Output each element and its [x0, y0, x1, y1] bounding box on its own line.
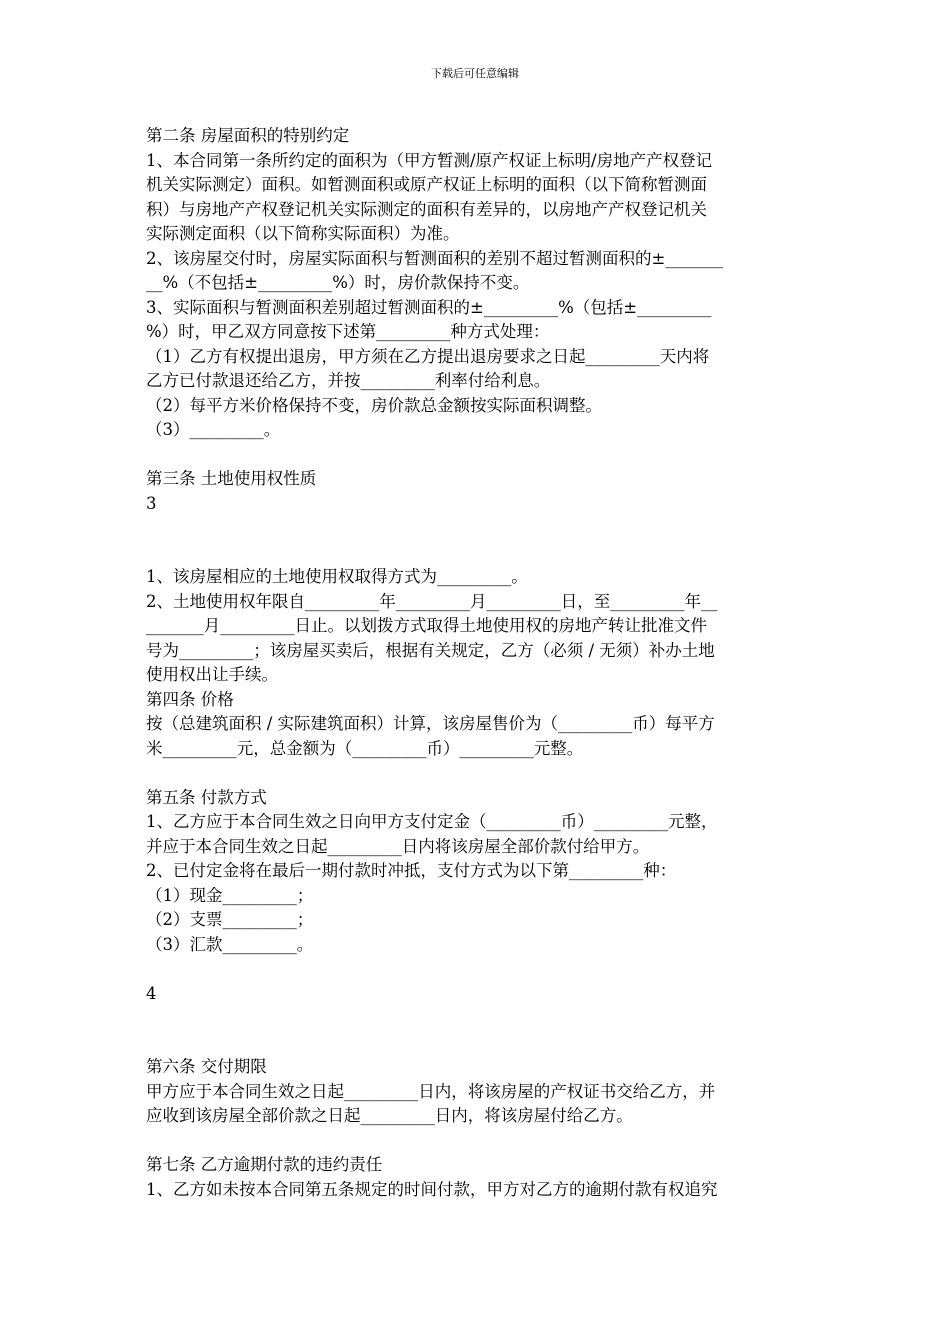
text-line: __%（不包括±_________%）时，房价款保持不变。	[146, 273, 530, 292]
blank-line	[146, 443, 808, 468]
section-3-heading: 第三条 土地使用权性质	[146, 469, 317, 488]
section-7-heading: 第七条 乙方逾期付款的违约责任	[146, 1155, 383, 1174]
section-5-heading: 第五条 付款方式	[146, 787, 267, 807]
page-break-gap	[146, 1006, 808, 1055]
download-editable-note: 下载后可任意编辑	[431, 67, 519, 80]
text-line: 甲方应于本合同生效之日起_________日内，将该房屋的产权证书交给乙方，并	[146, 1081, 716, 1101]
text-line: 实际测定面积（以下简称实际面积）为准。	[146, 224, 460, 243]
text-line: %）时，甲乙双方同意按下述第_________种方式处理：	[146, 322, 550, 341]
text-line: （3）_________。	[146, 420, 281, 439]
text-line: 应收到该房屋全部价款之日起_________日内，将该房屋付给乙方。	[146, 1106, 633, 1125]
section-4-heading: 第四条 价格	[146, 689, 234, 709]
blank-line	[146, 1129, 808, 1154]
text-line: （3）汇款_________。	[146, 934, 314, 954]
section-6-heading: 第六条 交付期限	[146, 1057, 267, 1076]
text-line: 使用权出让手续。	[146, 665, 278, 684]
text-line: 2、已付定金将在最后一期付款时冲抵，支付方式为以下第_________种：	[146, 861, 677, 880]
text-line: （1）现金_________；	[146, 885, 314, 905]
page-break-gap	[146, 516, 808, 565]
text-line: 米_________元，总金额为（_________币）_________元整。	[146, 738, 584, 758]
text-line: _______月_________日止。以划拨方式取得土地使用权的房地产转让批准文件	[146, 616, 707, 635]
text-line: 1、该房屋相应的土地使用权取得方式为_________。	[146, 567, 528, 586]
section-2-heading: 第二条 房屋面积的特别约定	[146, 126, 350, 145]
contract-body	[146, 124, 808, 1202]
text-line: 3、实际面积与暂测面积差别超过暂测面积的±_________%（包括±_________	[146, 297, 712, 317]
text-line: 1、乙方如未按本合同第五条规定的时间付款，甲方对乙方的逾期付款有权追究	[146, 1179, 718, 1199]
text-line: 乙方已付款退还给乙方，并按_________利率付给利息。	[146, 371, 551, 390]
text-line: （2）每平方米价格保持不变，房价款总金额按实际面积调整。	[146, 395, 602, 415]
page-number: 3	[146, 493, 157, 513]
text-line: 号为_________；该房屋买卖后，根据有关规定，乙方（必须 / 无须）补办土地	[146, 640, 715, 660]
text-line: 1、本合同第一条所约定的面积为（甲方暂测/原产权证上标明/房地产产权登记	[146, 150, 713, 170]
text-line: 积）与房地产产权登记机关实际测定的面积有差异的，以房地产产权登记机关	[146, 199, 707, 219]
text-line: （1）乙方有权提出退房，甲方须在乙方提出退房要求之日起_________天内将	[146, 346, 710, 366]
text-line: 并应于本合同生效之日起_________日内将该房屋全部价款付给甲方。	[146, 836, 650, 856]
blank-line	[146, 761, 808, 786]
text-line: 2、土地使用权年限自_________年_________月_________日，至_________年__	[146, 591, 718, 611]
page-number: 4	[146, 983, 157, 1003]
text-line: （2）支票_________；	[146, 910, 314, 929]
blank-line	[146, 957, 808, 982]
text-line: 按（总建筑面积 / 实际建筑面积）计算，该房屋售价为（_________币）每平方	[146, 714, 715, 733]
text-line: 机关实际测定）面积。如暂测面积或原产权证上标明的面积（以下简称暂测面	[146, 175, 707, 194]
text-line: 1、乙方应于本合同生效之日向甲方支付定金（_________币）_________元整，	[146, 812, 718, 831]
text-line: 2、该房屋交付时，房屋实际面积与暂测面积的差别不超过暂测面积的±_______	[146, 248, 724, 268]
